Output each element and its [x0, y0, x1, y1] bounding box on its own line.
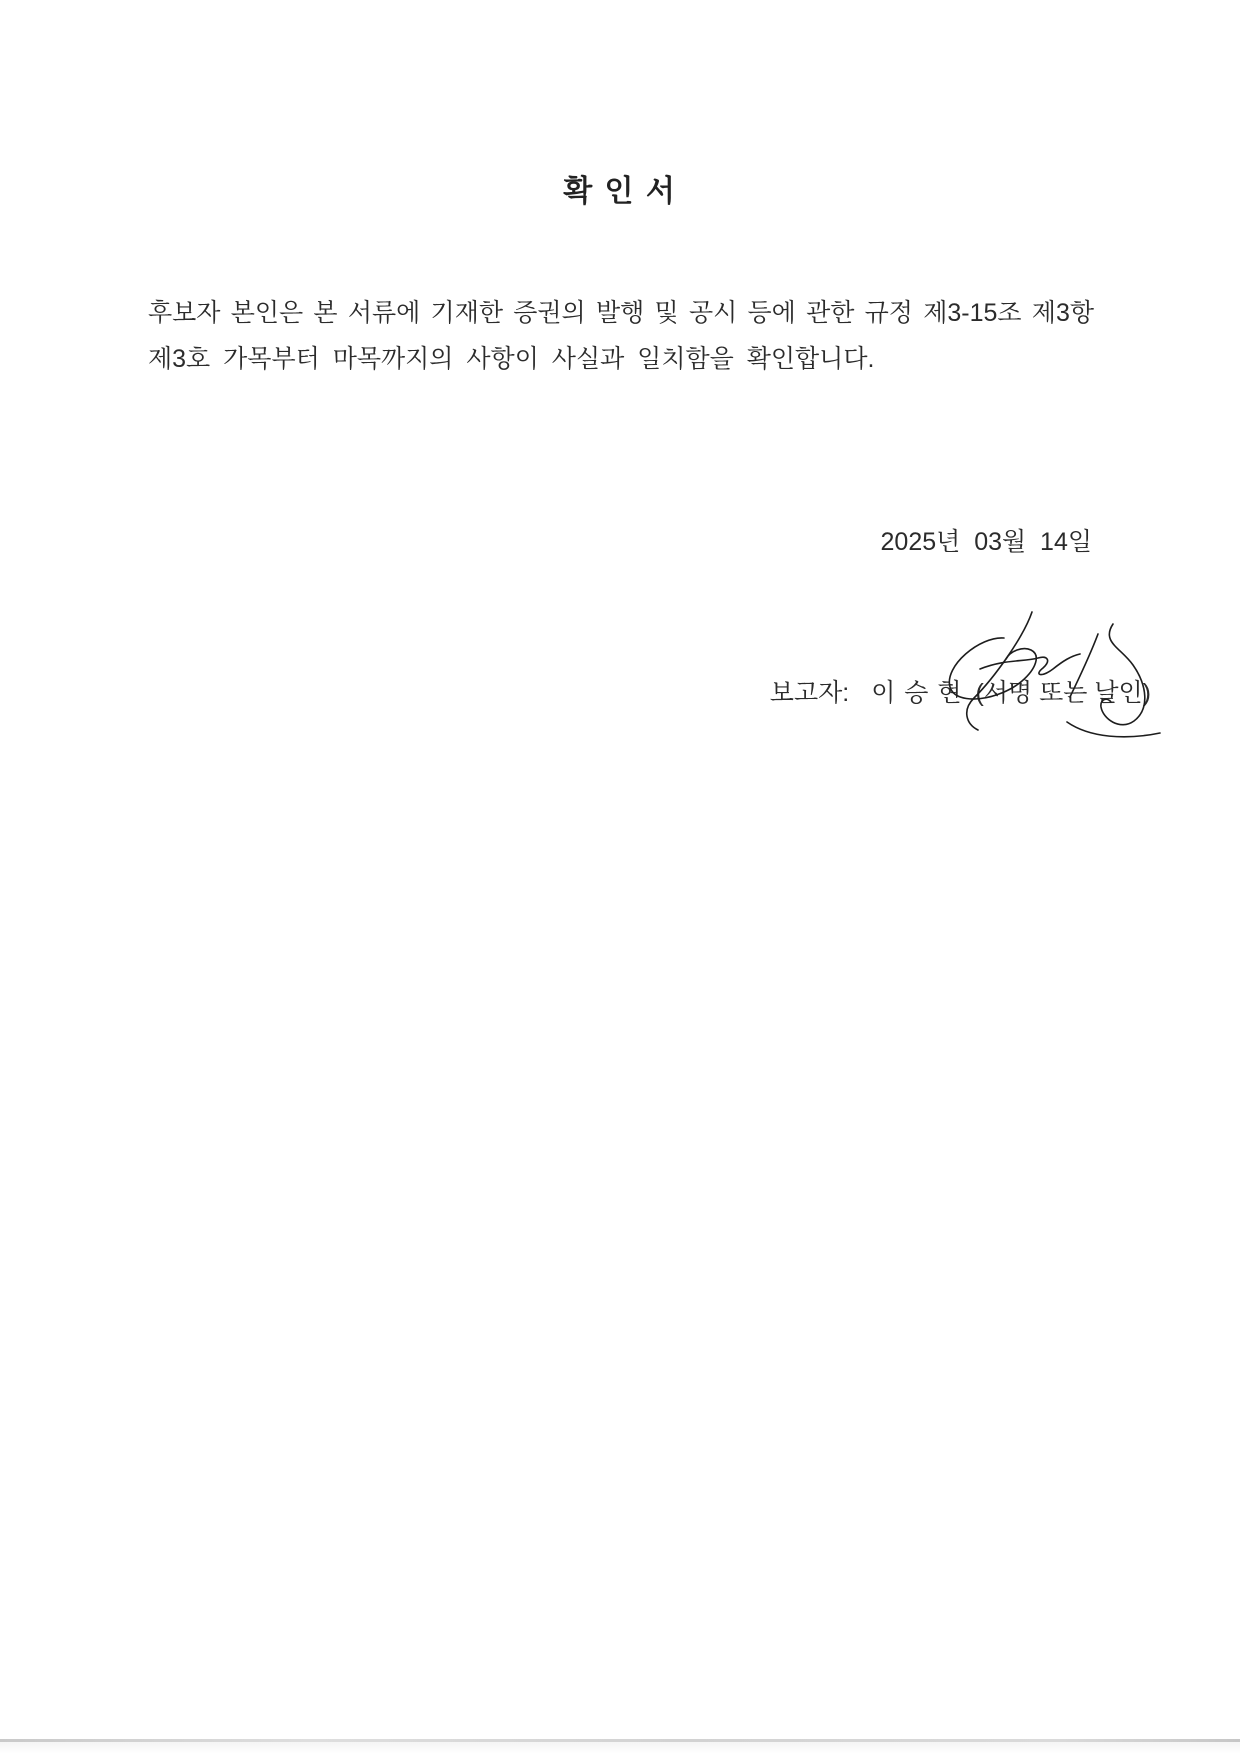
seal-note: (서명 또는 날인) [975, 679, 1151, 707]
confirmation-paragraph [148, 290, 1094, 382]
date-line: 2025년 03월 14일 [880, 528, 1092, 556]
reporter-name: 이 승 현 [871, 679, 962, 707]
scanner-edge-shadow [0, 1742, 1240, 1754]
reporter-line [742, 644, 1151, 738]
reporter-label: 보고자: [769, 679, 850, 707]
paragraph-line-1: 후보자 본인은 본 서류에 기재한 증권의 발행 및 공시 등에 관한 규정 제3-15조 제3항 [148, 299, 1094, 327]
document-title: 확 인 서 [563, 175, 677, 208]
paragraph-line-2: 제3호 가목부터 마목까지의 사항이 사실과 일치함을 확인합니다. [148, 345, 875, 373]
